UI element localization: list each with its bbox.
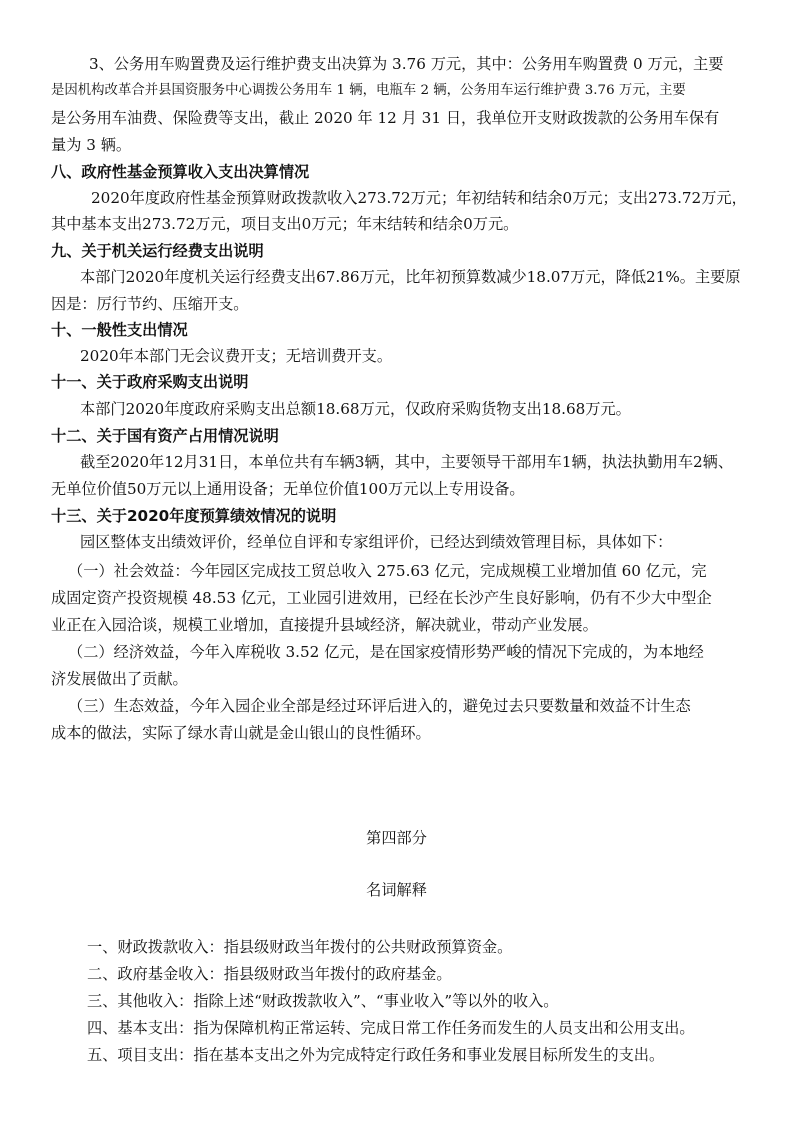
paragraph-line: 业正在入园洽谈，规模工业增加，直接提升县域经济，解决就业，带动产业发展。	[51, 616, 598, 634]
section-heading: 十三、关于2020年度预算绩效情况的说明	[51, 507, 337, 525]
paragraph-line: （一）社会效益：今年园区完成技工贸总收入 275.63 亿元，完成规模工业增加值 60 亿元，完	[68, 562, 707, 580]
glossary-item: 三、其他收入：指除上述“财政拨款收入”、“事业收入”等以外的收入。	[87, 992, 559, 1010]
paragraph-line: 是因机构改革合并县国资服务中心调拨公务用车 1 辆，电瓶车 2 辆，公务用车运行维护费 3.76 万元，主要	[51, 83, 686, 98]
glossary-item: 四、基本支出：指为保障机构正常运转、完成日常工作任务而发生的人员支出和公用支出。	[87, 1019, 695, 1037]
paragraph-line: 2020年本部门无会议费开支；无培训费开支。	[80, 347, 393, 365]
section-heading: 十一、关于政府采购支出说明	[51, 373, 249, 391]
section-heading: 十、一般性支出情况	[51, 321, 188, 339]
paragraph-line: 其中基本支出273.72万元，项目支出0万元；年末结转和结余0万元。	[51, 215, 519, 233]
part-subtitle: 名词解释	[366, 881, 427, 899]
paragraph-line: 成固定资产投资规模 48.53 亿元，工业园引进效用，已经在长沙产生良好影响，仍有不少大中型企	[51, 589, 712, 607]
paragraph-line: 3、公务用车购置费及运行维护费支出决算为 3.76 万元，其中：公务用车购置费 0 万元，主要	[89, 55, 724, 73]
paragraph-line: 本部门2020年度政府采购支出总额18.68万元，仅政府采购货物支出18.68万元。	[80, 400, 631, 418]
paragraph-line: 园区整体支出绩效评价，经单位自评和专家组评价，已经达到绩效管理目标，具体如下：	[80, 533, 673, 551]
paragraph-line: 无单位价值50万元以上通用设备；无单位价值100万元以上专用设备。	[51, 480, 525, 498]
paragraph-line: 量为 3 辆。	[51, 136, 132, 154]
paragraph-line: 是公务用车油费、保险费等支出，截止 2020 年 12 月 31 日，我单位开支财政拨款的公务用车保有	[51, 109, 720, 127]
paragraph-line: 成本的做法，实际了绿水青山就是金山银山的良性循环。	[51, 724, 431, 742]
paragraph-line: 济发展做出了贡献。	[51, 670, 188, 688]
paragraph-line: （二）经济效益，今年入库税收 3.52 亿元，是在国家疫情形势严峻的情况下完成的，为本地经	[68, 643, 704, 661]
paragraph-line: 2020年度政府性基金预算财政拨款收入273.72万元；年初结转和结余0万元；支出273.72万元，	[91, 189, 747, 207]
glossary-item: 五、项目支出：指在基本支出之外为完成特定行政任务和事业发展目标所发生的支出。	[87, 1046, 665, 1064]
glossary-item: 二、政府基金收入：指县级财政当年拨付的政府基金。	[87, 965, 452, 983]
section-heading: 八、政府性基金预算收入支出决算情况	[51, 163, 310, 181]
paragraph-line: （三）生态效益，今年入园企业全部是经过环评后进入的，避免过去只要数量和效益不计生态	[68, 697, 691, 715]
paragraph-line: 因是：厉行节约、压缩开支。	[51, 295, 249, 313]
section-heading: 十二、关于国有资产占用情况说明	[51, 427, 279, 445]
section-heading: 九、关于机关运行经费支出说明	[51, 242, 264, 260]
glossary-item: 一、财政拨款收入：指县级财政当年拨付的公共财政预算资金。	[87, 938, 513, 956]
part-title: 第四部分	[366, 829, 427, 847]
paragraph-line: 截至2020年12月31日，本单位共有车辆3辆，其中，主要领导干部用车1辆，执法执勤用车2辆、	[80, 453, 734, 471]
paragraph-line: 本部门2020年度机关运行经费支出67.86万元，比年初预算数减少18.07万元，降低21%。主要原	[80, 268, 741, 286]
